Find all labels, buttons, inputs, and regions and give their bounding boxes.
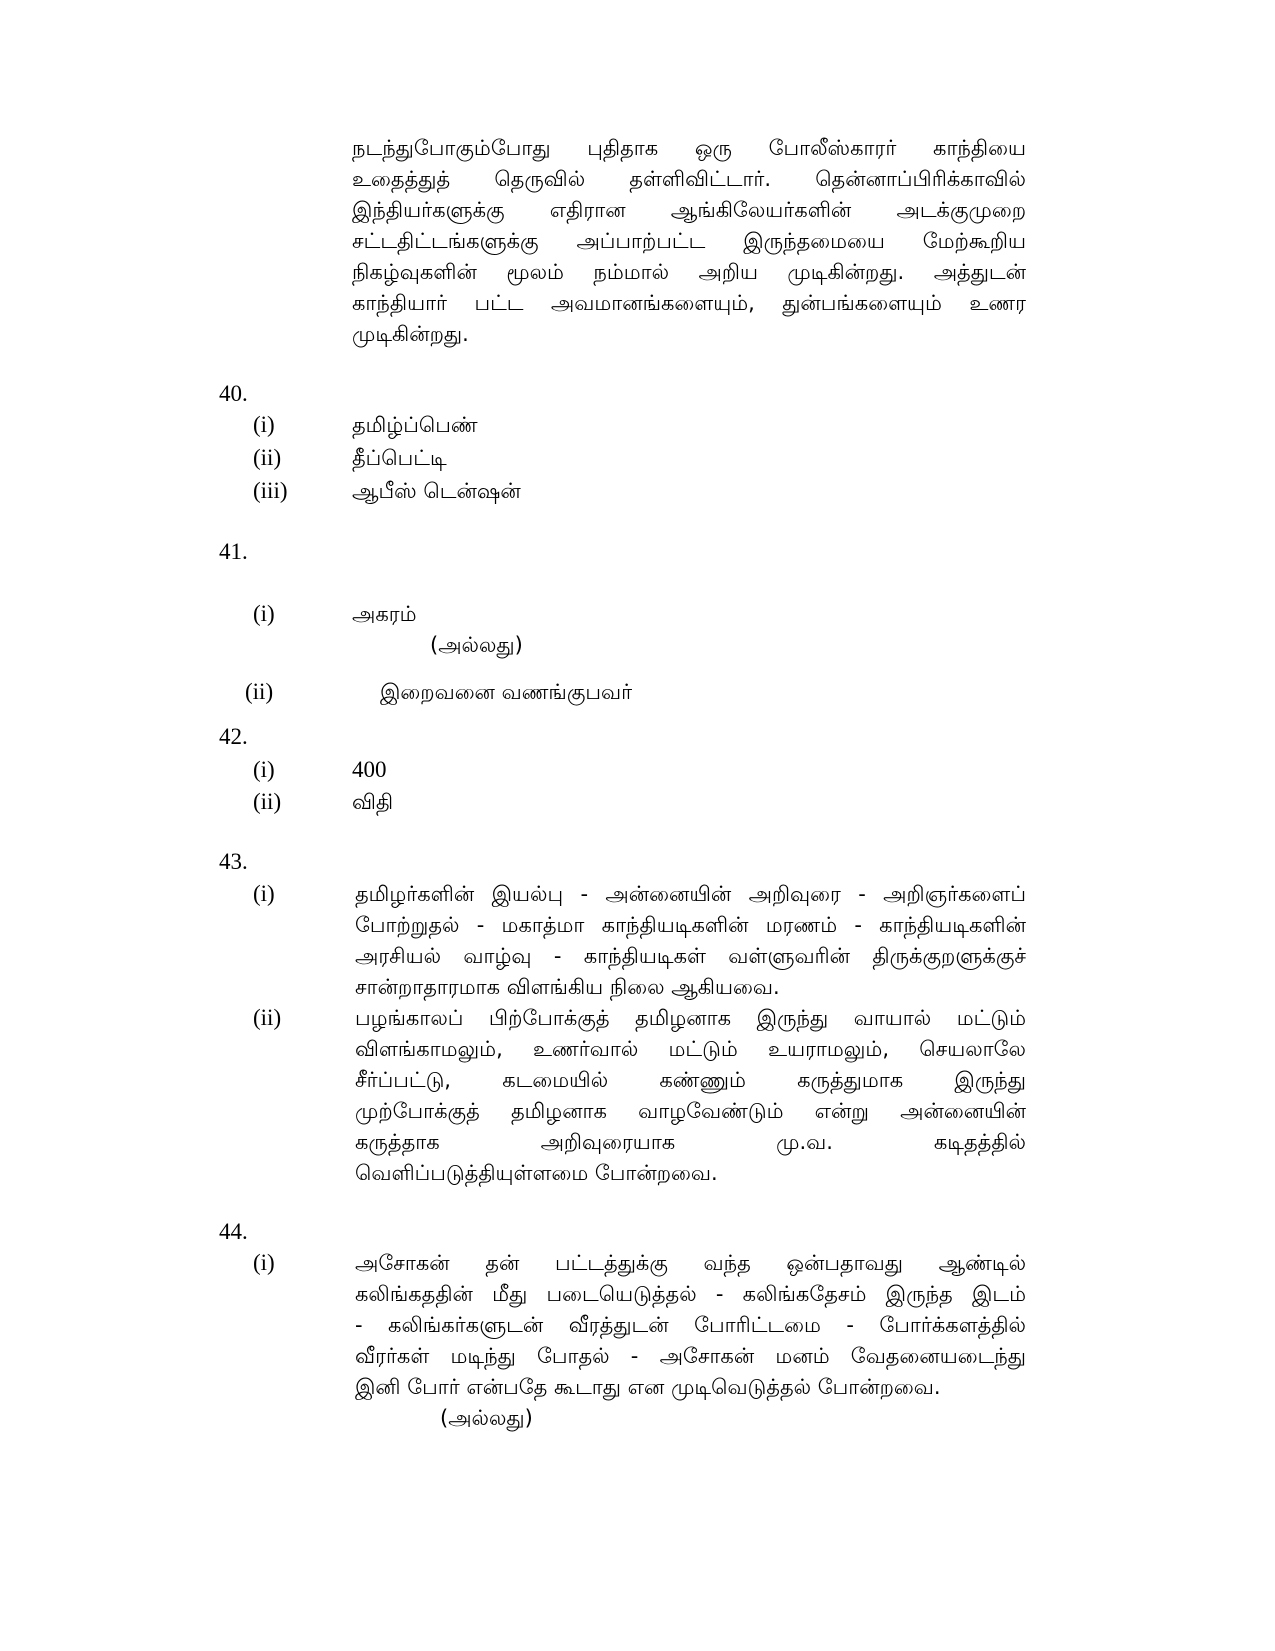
- item-label: (iii): [253, 478, 288, 503]
- answer-text: தீப்பெட்டி: [352, 446, 447, 470]
- answer-line: தமிழர்களின் இயல்பு - அன்னையின் அறிவுரை - அறிஞர்களைப்: [355, 882, 1026, 906]
- answer-line: - கலிங்கர்களுடன் வீரத்துடன் போரிட்டமை - போர்க்களத்தில்: [355, 1313, 1026, 1337]
- intro-line: நடந்துபோகும்போது புதிதாக ஒரு போலீஸ்காரர் காந்தியை: [352, 136, 1026, 160]
- intro-line: சட்டதிட்டங்களுக்கு அப்பாற்பட்ட இருந்தமையை மேற்கூறிய: [352, 229, 1026, 253]
- answer-line: கலிங்கததின் மீது படையெடுத்தல் - கலிங்கதேசம் இருந்த இடம்: [355, 1282, 1026, 1306]
- intro-line: உதைத்துத் தெருவில் தள்ளிவிட்டார். தென்னாப்பிரிக்காவில்: [352, 167, 1026, 191]
- answer-text: விதி: [352, 790, 394, 814]
- question-number: 40.: [219, 381, 248, 406]
- answer-text: 400: [352, 757, 387, 782]
- answer-text: ஆபீஸ் டென்ஷன்: [352, 479, 521, 503]
- answer-line: வெளிப்படுத்தியுள்ளமை போன்றவை.: [355, 1161, 718, 1185]
- question-number: 42.: [219, 724, 248, 749]
- answer-line: போற்றுதல் - மகாத்மா காந்தியடிகளின் மரணம் - காந்தியடிகளின்: [355, 913, 1026, 937]
- answer-line: கருத்தாக அறிவுரையாக மு.வ. கடிதத்தில்: [355, 1130, 1026, 1154]
- answer-line: சான்றாதாரமாக விளங்கிய நிலை ஆகியவை.: [355, 975, 780, 999]
- question-number: 44.: [219, 1219, 248, 1244]
- answer-line: அசோகன் தன் பட்டத்துக்கு வந்த ஒன்பதாவது ஆண்டில்: [355, 1251, 1026, 1275]
- item-label: (i): [253, 757, 275, 782]
- question-number: 41.: [219, 539, 248, 564]
- answer-text: அகரம்: [352, 602, 417, 626]
- answer-text: இறைவனை வணங்குபவர்: [380, 680, 633, 704]
- answer-line: அரசியல் வாழ்வு - காந்தியடிகள் வள்ளுவரின் திருக்குறளுக்குச்: [355, 944, 1026, 968]
- or-separator: (அல்லது): [430, 633, 523, 657]
- item-label: (ii): [253, 445, 282, 470]
- answer-line: பழங்காலப் பிற்போக்குத் தமிழனாக இருந்து வாயால் மட்டும்: [355, 1006, 1026, 1030]
- item-label: (i): [253, 412, 275, 437]
- item-label: (ii): [245, 679, 274, 704]
- or-separator: (அல்லது): [440, 1406, 533, 1430]
- item-label: (i): [253, 881, 275, 906]
- item-label: (i): [253, 1250, 275, 1275]
- answer-line: முற்போக்குத் தமிழனாக வாழவேண்டும் என்று அன்னையின்: [355, 1099, 1026, 1123]
- answer-line: விளங்காமலும், உணர்வால் மட்டும் உயராமலும், செயலாலே: [355, 1037, 1026, 1061]
- answer-line: வீரர்கள் மடிந்து போதல் - அசோகன் மனம் வேதனையடைந்து: [355, 1344, 1026, 1368]
- intro-line: காந்தியார் பட்ட அவமானங்களையும், துன்பங்களையும் உணர: [352, 291, 1026, 315]
- question-number: 43.: [219, 849, 248, 874]
- item-label: (ii): [253, 1005, 282, 1030]
- answer-text: தமிழ்ப்பெண்: [352, 413, 478, 437]
- answer-line: இனி போர் என்பதே கூடாது என முடிவெடுத்தல் போன்றவை.: [355, 1375, 941, 1399]
- answer-line: சீர்ப்பட்டு, கடமையில் கண்ணும் கருத்துமாக இருந்து: [355, 1068, 1026, 1092]
- item-label: (i): [253, 601, 275, 626]
- item-label: (ii): [253, 789, 282, 814]
- intro-line: இந்தியர்களுக்கு எதிரான ஆங்கிலேயர்களின் அடக்குமுறை: [352, 198, 1026, 222]
- intro-line: நிகழ்வுகளின் மூலம் நம்மால் அறிய முடிகின்றது. அத்துடன்: [352, 260, 1026, 284]
- intro-line: முடிகின்றது.: [352, 322, 469, 346]
